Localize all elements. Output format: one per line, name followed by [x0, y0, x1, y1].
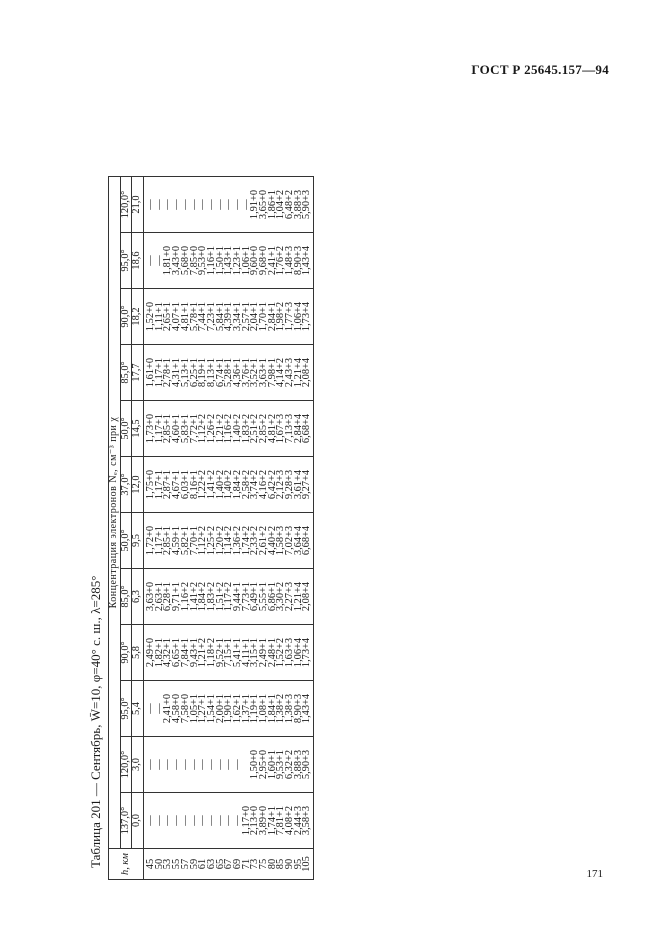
table-cell: 2,65+1 [162, 301, 174, 332]
table-cell: — [162, 815, 174, 826]
table-cell: 5,13+1 [179, 357, 191, 388]
table-cell: 4,14+2 [275, 357, 287, 388]
table-cell: 3,88+3 [292, 189, 304, 220]
table-cell: 2,49+1 [258, 637, 270, 668]
table-cell: 1,41+2 [205, 469, 217, 500]
table-cell: — [188, 759, 200, 770]
height-value: 69 [231, 858, 243, 870]
table-cell: 1,16+2 [179, 581, 191, 612]
height-value: 61 [197, 858, 209, 870]
chi-header: 95,0° [120, 681, 132, 737]
table-cell: 2,63+1 [153, 581, 165, 612]
table-cell: — [205, 759, 217, 770]
table-cell: 9,53+1 [275, 749, 287, 780]
table-cell: 2,85+1 [162, 525, 174, 556]
table-cell: 3,76+1 [240, 357, 252, 388]
table-cell: 1,11+1 [153, 302, 165, 331]
table-cell: 1,60+1 [266, 749, 278, 780]
table-cell: 6,74+1 [214, 357, 226, 388]
table-cell: 2,33+2 [249, 525, 261, 556]
table-cell: — [188, 199, 200, 210]
table-cell: 8,16+1 [188, 469, 200, 500]
table-cell: — [179, 759, 191, 770]
table-cell: 6,32+2 [284, 749, 296, 780]
concentration-group-header: Концентрация электронов Nₑ, см⁻³ при χ [109, 177, 121, 849]
table-cell: 1,91+0 [249, 189, 261, 220]
table-cell: 3,65+0 [258, 189, 270, 220]
table-cell: 4,07+1 [171, 301, 183, 332]
table-cell: 1,12+2 [197, 413, 209, 444]
table-cell: 5,68+0 [179, 245, 191, 276]
table-cell: 7,85+0 [188, 245, 200, 276]
table-cell: 2,58+2 [240, 469, 252, 500]
table-cell: 5,82+1 [179, 525, 191, 556]
time-header: 0,0 [132, 793, 144, 849]
table-cell: 1,51+2 [214, 581, 226, 612]
table-cell: 2,41+1 [266, 245, 278, 276]
table-cell: 5,55+1 [258, 581, 270, 612]
chi-header: 120,0° [120, 737, 132, 793]
table-cell: 1,67+3 [275, 413, 287, 444]
table-cell: 2,78+1 [162, 357, 174, 388]
time-header: 5,8 [132, 625, 144, 681]
table-cell: 1,62+1 [231, 693, 243, 724]
chi-header: 85,0° [120, 569, 132, 625]
table-cell: 1,40+2 [231, 413, 243, 444]
table-cell: 1,58+3 [275, 525, 287, 556]
chi-header: 90,0° [120, 289, 132, 345]
table-cell: 3,63+0 [145, 581, 157, 612]
table-cell: 1,16+2 [223, 413, 235, 444]
height-value: 55 [171, 858, 183, 870]
table-cell: — [223, 759, 235, 770]
table-cell: 9,53+0 [197, 245, 209, 276]
table-cell: 4,58+0 [171, 693, 183, 724]
table-cell: 2,08+4 [301, 581, 313, 612]
value-column [144, 457, 314, 513]
table-cell: 3,63+1 [258, 357, 270, 388]
table-cell: 1,83+2 [240, 413, 252, 444]
table-cell: 4,67+1 [171, 469, 183, 500]
chi-header: 137,0° [120, 793, 132, 849]
table-cell: 2,85+2 [258, 413, 270, 444]
time-header: 6,3 [132, 569, 144, 625]
table-cell: — [205, 199, 217, 210]
table-cell: 3,89+0 [258, 805, 270, 836]
table-cell: 7,72+1 [188, 413, 200, 444]
table-cell: — [171, 759, 183, 770]
table-cell: 1,86+1 [266, 189, 278, 220]
time-header: 18,6 [132, 233, 144, 289]
table-cell: 1,54+1 [205, 693, 217, 724]
table-cell: 1,74+2 [240, 525, 252, 556]
chi-header: 37,0° [120, 457, 132, 513]
table-cell: 2,08+4 [301, 357, 313, 388]
table-cell: 6,49+1 [249, 581, 261, 612]
table-cell: 1,84+2 [197, 581, 209, 612]
table-cell: 4,08+2 [284, 805, 296, 836]
table-cell: 6,65+1 [171, 637, 183, 668]
table-cell: 1,21+4 [292, 357, 304, 388]
table-cell: 1,73+0 [145, 413, 157, 444]
chi-header: 95,0° [120, 233, 132, 289]
table-cell: 1,52+2 [275, 637, 287, 668]
table-cell: 1,21+2 [197, 637, 209, 668]
table-cell: 1,77+3 [284, 301, 296, 332]
table-cell: 7,73+1 [240, 581, 252, 612]
table-cell: — [240, 199, 252, 210]
table-cell: 9,68+0 [258, 245, 270, 276]
height-value: 45 [145, 858, 157, 870]
table-cell: 2,13+0 [249, 805, 261, 836]
height-value: 75 [258, 858, 270, 870]
table-cell: 3,52+1 [249, 357, 261, 388]
table-cell: 4,36+1 [231, 357, 243, 388]
table-cell: 1,17+1 [153, 413, 165, 444]
table-cell: 2,49+0 [145, 637, 157, 668]
table-cell: 1,17+1 [153, 469, 165, 500]
table-cell: 6,86+1 [266, 581, 278, 612]
table-cell: — [162, 759, 174, 770]
height-column-header: h, км [109, 849, 144, 880]
table-cell: 1,37+1 [240, 693, 252, 724]
table-cell: 4,59+1 [171, 525, 183, 556]
table-cell: — [231, 759, 243, 770]
time-header: 12,0 [132, 457, 144, 513]
table-cell: 1,18+2 [205, 637, 217, 668]
value-column [144, 793, 314, 849]
table-cell: 8,13+1 [205, 357, 217, 388]
height-value: 59 [188, 858, 200, 870]
table-cell: 4,40+2 [266, 525, 278, 556]
table-cell: 1,48+3 [284, 245, 296, 276]
table-cell: — [145, 199, 157, 210]
table-cell: 7,23+1 [205, 301, 217, 332]
table-cell: 5,90+3 [301, 749, 313, 780]
height-value: 53 [162, 858, 174, 870]
table-cell: 1,36+2 [231, 525, 243, 556]
table-cell: 1,06+4 [292, 637, 304, 668]
height-value: 50 [153, 858, 165, 870]
table-cell: 1,20+2 [214, 525, 226, 556]
value-column [144, 569, 314, 625]
table-cell: 3,15+1 [249, 637, 261, 668]
chi-header: 120,0° [120, 177, 132, 233]
table-cell: 2,12+3 [275, 469, 287, 500]
table-cell: — [197, 199, 209, 210]
table-cell: 1,98+2 [275, 301, 287, 332]
table-cell: 4,60+1 [171, 413, 183, 444]
table-cell: 4,32+1 [162, 637, 174, 668]
chi-header: 50,0° [120, 401, 132, 457]
table-cell: — [153, 199, 165, 210]
table-cell: 2,00+1 [214, 693, 226, 724]
table-cell: 1,06+1 [240, 245, 252, 276]
table-cell: — [188, 815, 200, 826]
table-cell: 3,64+4 [292, 525, 304, 556]
table-cell: 1,22+2 [197, 469, 209, 500]
table-cell: 1,21+4 [292, 581, 304, 612]
table-cell: 1,52+0 [145, 301, 157, 332]
height-value: 105 [301, 856, 313, 872]
chi-row [120, 177, 132, 880]
table-cell: — [145, 815, 157, 826]
table-cell: 1,17+1 [153, 357, 165, 388]
table-cell: 1,12+2 [197, 525, 209, 556]
table-cell: 1,61+0 [145, 357, 157, 388]
table-cell: 9,28+3 [284, 469, 296, 500]
table-cell: 6,25+1 [188, 357, 200, 388]
table-cell: 1,84+1 [266, 693, 278, 724]
table-cell: 1,38+3 [284, 693, 296, 724]
table-cell: 5,78+1 [188, 301, 200, 332]
table-cell: 2,43+3 [284, 357, 296, 388]
table-cell: 4,81+1 [179, 301, 191, 332]
table-cell: 7,98+1 [266, 357, 278, 388]
table-cell: 1,40+2 [223, 469, 235, 500]
table-cell: 1,17+0 [240, 805, 252, 836]
value-column [144, 513, 314, 569]
table-cell: 4,81+2 [266, 413, 278, 444]
table-cell: 2,04+1 [249, 301, 261, 332]
table-cell: 2,95+0 [258, 749, 270, 780]
time-header: 3,0 [132, 737, 144, 793]
chi-header: 50,0° [120, 513, 132, 569]
value-column [144, 625, 314, 681]
table-cell: 2,41+0 [162, 693, 174, 724]
height-value: 85 [275, 858, 287, 870]
table-cell: 7,13+3 [284, 413, 296, 444]
table-cell: 7,84+1 [179, 637, 191, 668]
table-cell: 2,57+1 [240, 301, 252, 332]
table-cell: 7,44+1 [197, 301, 209, 332]
table-cell: 7,81+1 [275, 805, 287, 836]
table-cell: 1,06+4 [292, 301, 304, 332]
value-column [144, 289, 314, 345]
table-cell: 2,87+1 [162, 469, 174, 500]
table-cell: 8,90+3 [292, 245, 304, 276]
table-cell: 9,27+4 [301, 469, 313, 500]
height-value: 95 [292, 858, 304, 870]
height-value: 71 [240, 858, 252, 870]
table-cell: 1,23+1 [231, 245, 243, 276]
table-cell: 1,43+4 [301, 693, 313, 724]
table-cell: 3,61+4 [292, 469, 304, 500]
time-header: 18,2 [132, 289, 144, 345]
table-cell: 3,43+0 [171, 245, 183, 276]
table-cell: 1,17+1 [153, 525, 165, 556]
table-cell: 1,50+0 [249, 749, 261, 780]
table-caption: Таблица 201 — Сентябрь, W̄=10, φ=40° с. ш., λ=285° [88, 575, 103, 868]
table-cell: — [223, 815, 235, 826]
height-value: 80 [266, 858, 278, 870]
height-value: 65 [214, 858, 226, 870]
height-values [144, 849, 314, 880]
table-cell: 8,90+3 [292, 693, 304, 724]
table-cell: 3,58+3 [301, 805, 313, 836]
table-cell: — [145, 759, 157, 770]
table-cell: — [231, 199, 243, 210]
table-cell: — [153, 815, 165, 826]
table-cell: 1,50+1 [214, 245, 226, 276]
table-cell: 3,88+3 [292, 749, 304, 780]
table-cell: 1,40+2 [214, 469, 226, 500]
height-value: 73 [249, 858, 261, 870]
table-cell: — [179, 815, 191, 826]
table-cell: 2,27+3 [284, 581, 296, 612]
value-column [144, 345, 314, 401]
table-cell: — [171, 199, 183, 210]
table-cell: 1,76+2 [275, 245, 287, 276]
chi-header: 85,0° [120, 345, 132, 401]
height-value: 90 [284, 858, 296, 870]
value-column [144, 177, 314, 233]
table-cell: 1,70+1 [258, 301, 270, 332]
table-cell: — [214, 199, 226, 210]
height-value: 67 [223, 858, 235, 870]
table-cell: 1,84+2 [231, 469, 243, 500]
table-cell: — [171, 815, 183, 826]
value-column [144, 681, 314, 737]
table-cell: — [197, 815, 209, 826]
table-cell: 2,44+3 [292, 805, 304, 836]
table-cell: 9,43+1 [188, 637, 200, 668]
table-cell: 1,26+2 [205, 413, 217, 444]
table-cell: 1,73+4 [301, 301, 313, 332]
rotated-table-block [88, 80, 528, 880]
table-cell: 9,44+1 [231, 581, 243, 612]
table-cell: 5,83+1 [179, 413, 191, 444]
table-cell: — [231, 815, 243, 826]
table-cell: 1,08+1 [258, 693, 270, 724]
table-cell: 8,19+1 [197, 357, 209, 388]
table-cell: 5,28+1 [223, 357, 235, 388]
time-header: 9,5 [132, 513, 144, 569]
value-column [144, 737, 314, 793]
table-cell: 6,68+4 [301, 525, 313, 556]
table-cell: 1,72+0 [145, 525, 157, 556]
table-cell: 1,05+1 [188, 693, 200, 724]
table-cell: 4,31+1 [171, 357, 183, 388]
value-column [144, 401, 314, 457]
table-cell: 1,19+1 [249, 693, 261, 724]
table-cell: 7,15+1 [223, 637, 235, 668]
table-cell: 7,70+1 [188, 525, 200, 556]
table-cell: 5,84+1 [214, 301, 226, 332]
table-cell: 2,48+1 [266, 637, 278, 668]
table-cell: 1,43+4 [301, 245, 313, 276]
table-cell: — [205, 815, 217, 826]
table-cell: — [162, 199, 174, 210]
table-cell: 3,30+2 [275, 581, 287, 612]
table-cell: 7,02+3 [284, 525, 296, 556]
table-cell: — [223, 199, 235, 210]
table-cell: 3,34+1 [231, 301, 243, 332]
table-cell: — [179, 199, 191, 210]
table-cell: — [145, 703, 157, 714]
time-row [132, 177, 144, 880]
table-cell: — [145, 255, 157, 266]
table-cell: 1,27+1 [197, 693, 209, 724]
table-cell: 1,81+0 [162, 245, 174, 276]
document-header: ГОСТ Р 25645.157—94 [471, 62, 609, 77]
time-header: 5,4 [132, 681, 144, 737]
table-cell: — [153, 703, 165, 714]
table-cell: 6,42+2 [266, 469, 278, 500]
table-cell: — [197, 759, 209, 770]
table-cell: 1,41+2 [188, 581, 200, 612]
table-cell: 1,83+2 [205, 581, 217, 612]
table-cell: — [153, 759, 165, 770]
table-cell: 1,73+4 [301, 637, 313, 668]
table-cell: 9,60+0 [249, 245, 261, 276]
table-cell: 2,61+2 [258, 525, 270, 556]
table-cell: 1,14+2 [223, 525, 235, 556]
table-cell: 4,39+1 [223, 301, 235, 332]
table-cell: 6,68+4 [301, 413, 313, 444]
table-cell: 6,48+2 [284, 189, 296, 220]
table-cell: — [153, 255, 165, 266]
table-cell: 1,63+3 [284, 637, 296, 668]
table-cell: 2,84+4 [292, 413, 304, 444]
table-cell: 2,85+1 [162, 413, 174, 444]
data-row [144, 177, 314, 880]
time-header: 17,7 [132, 345, 144, 401]
value-column [144, 233, 314, 289]
table-cell: 1,25+2 [205, 525, 217, 556]
table-cell: 1,04+2 [275, 189, 287, 220]
table-cell: 3,74+2 [249, 469, 261, 500]
table-cell: 6,03+1 [179, 469, 191, 500]
table-cell: 6,28+1 [162, 581, 174, 612]
time-header: 14,5 [132, 401, 144, 457]
table-cell: 2,84+1 [266, 301, 278, 332]
time-header: 21,0 [132, 177, 144, 233]
electron-concentration-table [108, 176, 314, 880]
height-value: 57 [179, 858, 191, 870]
table-cell: 9,52+1 [214, 637, 226, 668]
table-cell: 1,17+2 [223, 581, 235, 612]
table-cell: 7,58+0 [179, 693, 191, 724]
table-cell: 1,74+1 [266, 805, 278, 836]
table-cell: 5,41+1 [231, 637, 243, 668]
table-cell: — [214, 759, 226, 770]
table-cell: 4,16+2 [258, 469, 270, 500]
table-cell: 1,82+1 [153, 637, 165, 668]
table-cell: 5,90+3 [301, 189, 313, 220]
table-cell: 1,21+2 [214, 413, 226, 444]
chi-header: 90,0° [120, 625, 132, 681]
table-cell: 1,38+2 [275, 693, 287, 724]
table-cell: 1,90+1 [223, 693, 235, 724]
table-cell: 4,11+1 [240, 638, 252, 667]
table-cell: 1,75+0 [145, 469, 157, 500]
table-cell: 1,16+1 [205, 245, 217, 276]
table-cell: 9,71+1 [171, 581, 183, 612]
table-cell: — [214, 815, 226, 826]
table-cell: 2,51+2 [249, 413, 261, 444]
height-value: 63 [205, 858, 217, 870]
page-number: 171 [586, 868, 603, 880]
table-cell: 1,43+1 [223, 245, 235, 276]
